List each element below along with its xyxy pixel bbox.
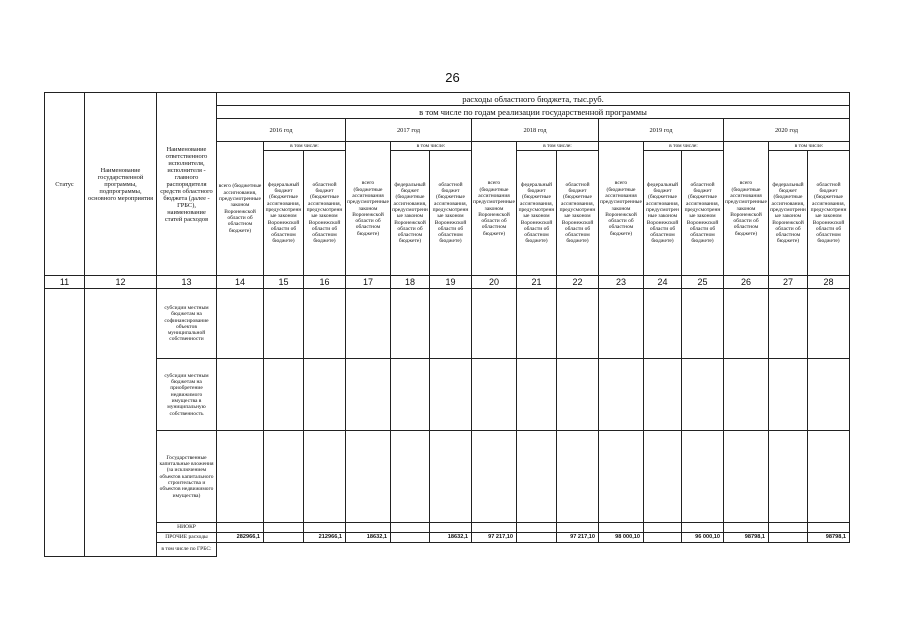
budget-table — [44, 92, 850, 557]
federal-2017-header: федеральный бюджет (бюджетные ассигнования, предусмотренные законом Воронежской области об областном бюджете) — [391, 151, 430, 276]
year-2016-header: 2016 год — [217, 119, 346, 142]
value-cell — [391, 532, 430, 542]
column-number: 24 — [644, 276, 682, 289]
total-2017-header: всего (бюджетные ассигнования предусмотренные законом Воронежской области об областном бюджете) — [346, 142, 391, 276]
column-number: 19 — [430, 276, 472, 289]
status-header: Статус — [45, 93, 85, 276]
row-label: в том числе по ГРБС: — [157, 542, 217, 556]
row-label: субсидии местным бюджетам на софинансирование объектов муниципальной собственности — [157, 289, 217, 359]
total-2019-header: всего (бюджетные ассигнования предусмотренные законом Воронежской области об областном бюджете) — [599, 142, 644, 276]
total-2020-header: всего (бюджетные ассигнования предусмотренные законом Воронежской области об областном бюджете) — [724, 142, 769, 276]
federal-2020-header: федеральный бюджет (бюджетные ассигнования, предусмотренные законом Воронежской области об областном бюджете) — [769, 151, 808, 276]
value-cell — [517, 532, 557, 542]
regional-2016-header: областной бюджет (бюджетные ассигнования, предусмотренные законом Воронежской области об областном бюджете) — [304, 151, 346, 276]
regional-2020-header: областной бюджет (бюджетные ассигнования, предусмотренные законом Воронежской области об областном бюджете) — [808, 151, 850, 276]
column-number: 23 — [599, 276, 644, 289]
table-row — [45, 523, 850, 532]
value-cell — [264, 532, 304, 542]
value-cell: 282966,1 — [217, 532, 264, 542]
regional-2018-header: областной бюджет (бюджетные ассигнования, предусмотренные законом Воронежской области об областном бюджете) — [557, 151, 599, 276]
value-cell: 96 000,10 — [682, 532, 724, 542]
value-cell: 98798,1 — [808, 532, 850, 542]
column-number: 20 — [472, 276, 517, 289]
row-label: Государственные капитальные вложения (за исключением объектов капитального строительства и объектов недвижимого имущества) — [157, 431, 217, 523]
value-cell: 98798,1 — [724, 532, 769, 542]
column-number: 15 — [264, 276, 304, 289]
federal-2019-header: федеральный бюджет (бюджетные ассигнования, предусмотренные законом Воронежской области об областном бюджете) — [644, 151, 682, 276]
row-label: ПРОЧИЕ расходы — [157, 532, 217, 542]
table-row-other-expenses — [45, 532, 850, 542]
value-cell: 97 217,10 — [557, 532, 599, 542]
row-label: субсидии местным бюджетам на приобретение недвижимого имущества в муниципальную собственность — [157, 359, 217, 431]
executor-header: Наименование ответственного исполнителя, исполнителя - главного распорядителя средств областного бюджета (далее - ГРБС), наименование статей расходов — [157, 93, 217, 276]
column-number: 21 — [517, 276, 557, 289]
value-cell: 18632,1 — [346, 532, 391, 542]
subtitle-header: в том числе по годам реализации государственной программы — [217, 106, 850, 119]
value-cell — [644, 532, 682, 542]
program-name-cell — [85, 289, 157, 556]
federal-2018-header: федеральный бюджет (бюджетные ассигнования, предусмотренные законом Воронежской области об областном бюджете) — [517, 151, 557, 276]
value-cell: 212966,1 — [304, 532, 346, 542]
value-cell: 18632,1 — [430, 532, 472, 542]
column-number: 11 — [45, 276, 85, 289]
in-that-number-2017: в том числе: — [391, 142, 472, 151]
value-cell: 97 217,10 — [472, 532, 517, 542]
column-number: 26 — [724, 276, 769, 289]
column-number: 17 — [346, 276, 391, 289]
status-cell — [45, 289, 85, 556]
value-cell — [769, 532, 808, 542]
row-label: НИОКР — [157, 523, 217, 532]
federal-2016-header: федеральный бюджет (бюджетные ассигнования, предусмотренные законом Воронежской области об областном бюджете) — [264, 151, 304, 276]
column-number: 22 — [557, 276, 599, 289]
year-2017-header: 2017 год — [346, 119, 472, 142]
value-cell: 98 000,10 — [599, 532, 644, 542]
column-number: 12 — [85, 276, 157, 289]
column-number: 27 — [769, 276, 808, 289]
table-row-grbs — [45, 542, 850, 556]
table-row — [45, 289, 850, 359]
column-number: 25 — [682, 276, 724, 289]
in-that-number-2016: в том числе: — [264, 142, 346, 151]
total-2018-header: всего (бюджетные ассигнования предусмотренные законом Воронежской области об областном бюджете) — [472, 142, 517, 276]
column-number: 16 — [304, 276, 346, 289]
total-2016-header: всего (бюджетные ассигнования, предусмотренные законом Воронежской области об областном бюджете) — [217, 142, 264, 276]
column-number: 18 — [391, 276, 430, 289]
in-that-number-2018: в том числе: — [517, 142, 599, 151]
column-number: 14 — [217, 276, 264, 289]
year-2018-header: 2018 год — [472, 119, 599, 142]
program-name-header: Наименование государственной программы, подпрограммы, основного мероприятия — [85, 93, 157, 276]
regional-2017-header: областной бюджет (бюджетные ассигнования, предусмотренные законом Воронежской области об областном бюджете) — [430, 151, 472, 276]
column-number: 13 — [157, 276, 217, 289]
regional-2019-header: областной бюджет (бюджетные ассигнования, предусмотренные законом Воронежской области об областном бюджете) — [682, 151, 724, 276]
column-number: 28 — [808, 276, 850, 289]
year-2019-header: 2019 год — [599, 119, 724, 142]
table-row — [45, 431, 850, 523]
table-row — [45, 359, 850, 431]
page-number: 26 — [445, 70, 460, 85]
column-numbers-row — [45, 276, 850, 289]
main-title-header: расходы областного бюджета, тыс.руб. — [217, 93, 850, 106]
in-that-number-2019: в том числе: — [644, 142, 724, 151]
year-2020-header: 2020 год — [724, 119, 850, 142]
in-that-number-2020: в том числе: — [769, 142, 850, 151]
